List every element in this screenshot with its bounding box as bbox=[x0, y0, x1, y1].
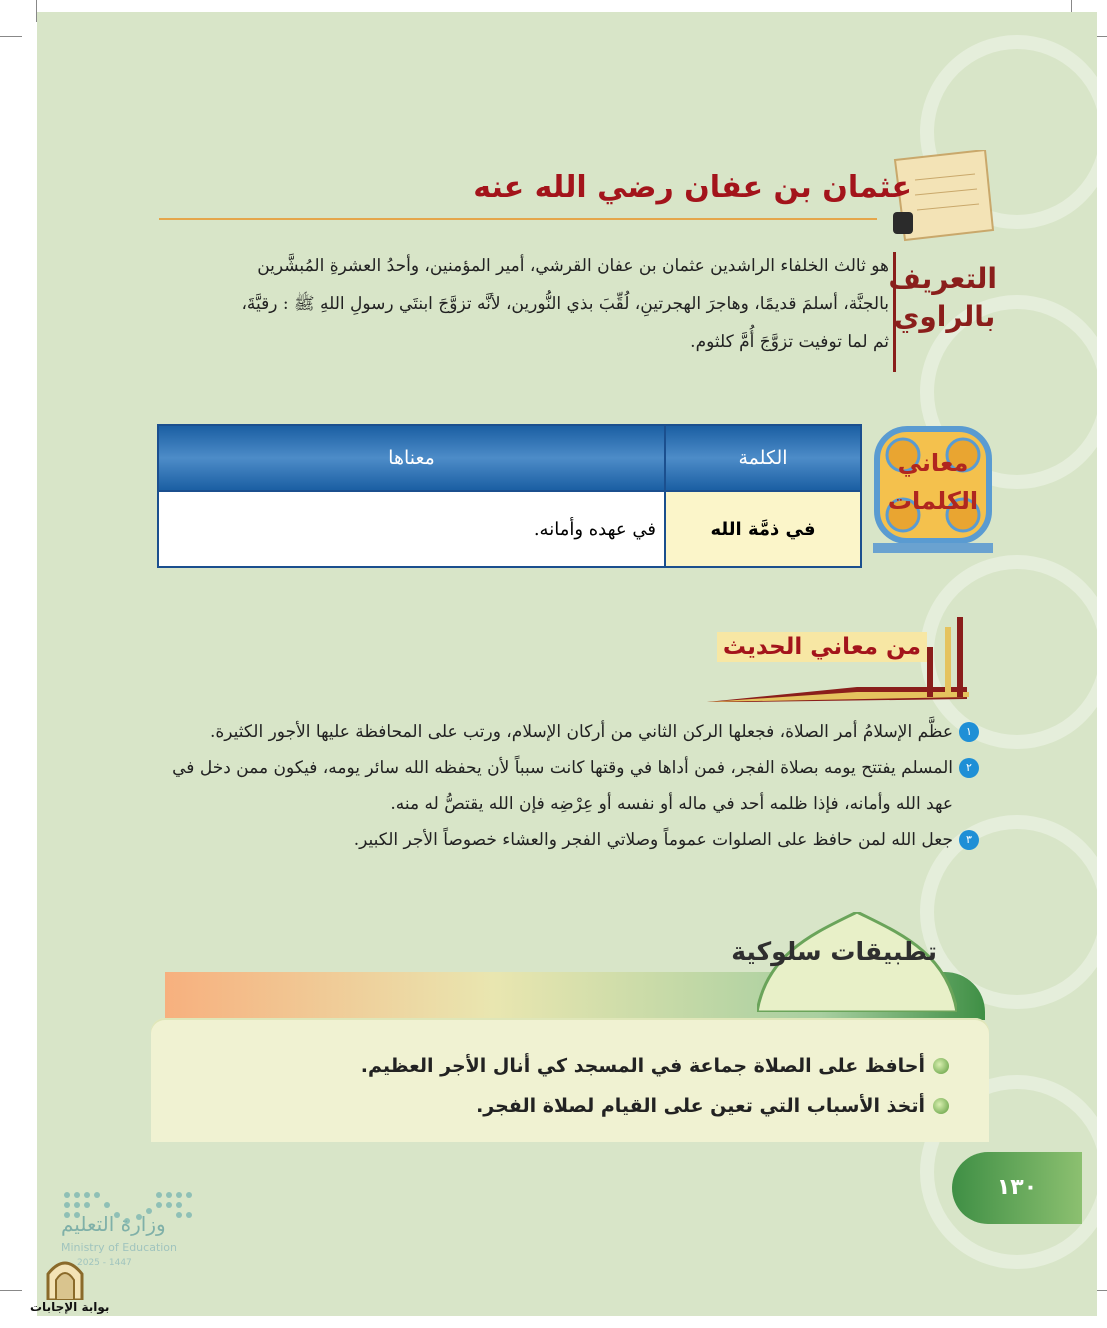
list-item bbox=[159, 714, 979, 750]
words-label-line1: معاني bbox=[897, 449, 969, 477]
narrator-label-line1: التعريف bbox=[888, 262, 997, 295]
application-text: أحافظ على الصلاة جماعة في المسجد كي أنال الأجر العظيم. bbox=[360, 1055, 925, 1077]
bio-line: ثم لما توفيت تزوَّجَ أُمَّ كلثوم. bbox=[690, 332, 889, 352]
point-text: المسلم يفتتح يومه بصلاة الفجر، فمن أداها في وقتها كانت سبباً لأن يحفظه الله سائر يومه، فيكون ممن دخل في عهد الله وأمانه، فإذا ظلمه أحد في ماله أو نفسه أو عِرْضِه فإن الله يقتصُّ له منه. bbox=[172, 758, 953, 814]
narrator-label-line2: بالراوي bbox=[893, 300, 996, 333]
ministry-name-ar: وزارة التعليم bbox=[61, 1212, 166, 1236]
list-item bbox=[361, 1086, 949, 1126]
crop-mark bbox=[0, 36, 22, 37]
applications-box bbox=[151, 1018, 989, 1142]
meaning-cell: في عهده وأمانه. bbox=[158, 491, 665, 567]
title-underline bbox=[159, 218, 877, 220]
bio-line: هو ثالث الخلفاء الراشدين عثمان بن عفان القرشي، أمير المؤمنين، وأحدُ العشرةِ المُبشَّرين bbox=[257, 256, 889, 276]
words-section-label bbox=[873, 444, 993, 520]
bio-line: بالجنَّة، أسلمَ قديمًا، وهاجرَ الهجرتينِ، لُقِّبَ بذي النُّورين، لأنَّه تزوَّجَ ابنتَي رسولِ اللهِ ﷺ : رقيَّةَ، bbox=[241, 294, 889, 314]
list-item bbox=[159, 822, 979, 858]
point-text: جعل الله لمن حافظ على الصلوات عموماً وصلاتي الفجر والعشاء خصوصاً الأجر الكبير. bbox=[353, 830, 953, 850]
hadith-header-ornament bbox=[707, 617, 977, 707]
list-item bbox=[159, 750, 979, 822]
textbook-page bbox=[37, 12, 1097, 1316]
number-badge: ١ bbox=[959, 722, 979, 742]
hadith-points bbox=[159, 714, 979, 858]
application-text: أتخذ الأسباب التي تعين على القيام لصلاة الفجر. bbox=[476, 1095, 925, 1117]
bullet-icon bbox=[933, 1098, 949, 1114]
table-row bbox=[158, 491, 861, 567]
gate-logo-icon bbox=[44, 1256, 86, 1300]
list-item bbox=[361, 1046, 949, 1086]
column-header-meaning: معناها bbox=[158, 425, 665, 491]
page-title: عثمان بن عفان رضي الله عنه bbox=[473, 170, 912, 205]
words-label-line2: الكلمات bbox=[887, 487, 979, 515]
hadith-section-title: من معاني الحديث bbox=[717, 632, 927, 662]
crop-mark bbox=[0, 1290, 22, 1291]
applications-list bbox=[361, 1046, 949, 1126]
ministry-name-en: Ministry of Education bbox=[61, 1241, 178, 1254]
narrator-section-label bbox=[888, 260, 997, 336]
applications-title: تطبيقات سلوكية bbox=[731, 937, 937, 966]
watermark-label: بوابة الإجابات bbox=[30, 1300, 110, 1314]
word-cell: في ذمَّة الله bbox=[665, 491, 861, 567]
narrator-bio bbox=[159, 247, 889, 361]
word-meanings-table bbox=[157, 424, 862, 568]
page-number: ١٣٠ bbox=[952, 1152, 1082, 1224]
ministry-year: 2025 - 1447 bbox=[77, 1258, 132, 1268]
point-text: عظَّم الإسلامُ أمر الصلاة، فجعلها الركن الثاني من أركان الإسلام، ورتب على المحافظة عليها الأجور الكثيرة. bbox=[209, 722, 953, 742]
column-header-word: الكلمة bbox=[665, 425, 861, 491]
bullet-icon bbox=[933, 1058, 949, 1074]
badge-bar bbox=[873, 543, 993, 553]
number-badge: ٣ bbox=[959, 830, 979, 850]
number-badge: ٢ bbox=[959, 758, 979, 778]
